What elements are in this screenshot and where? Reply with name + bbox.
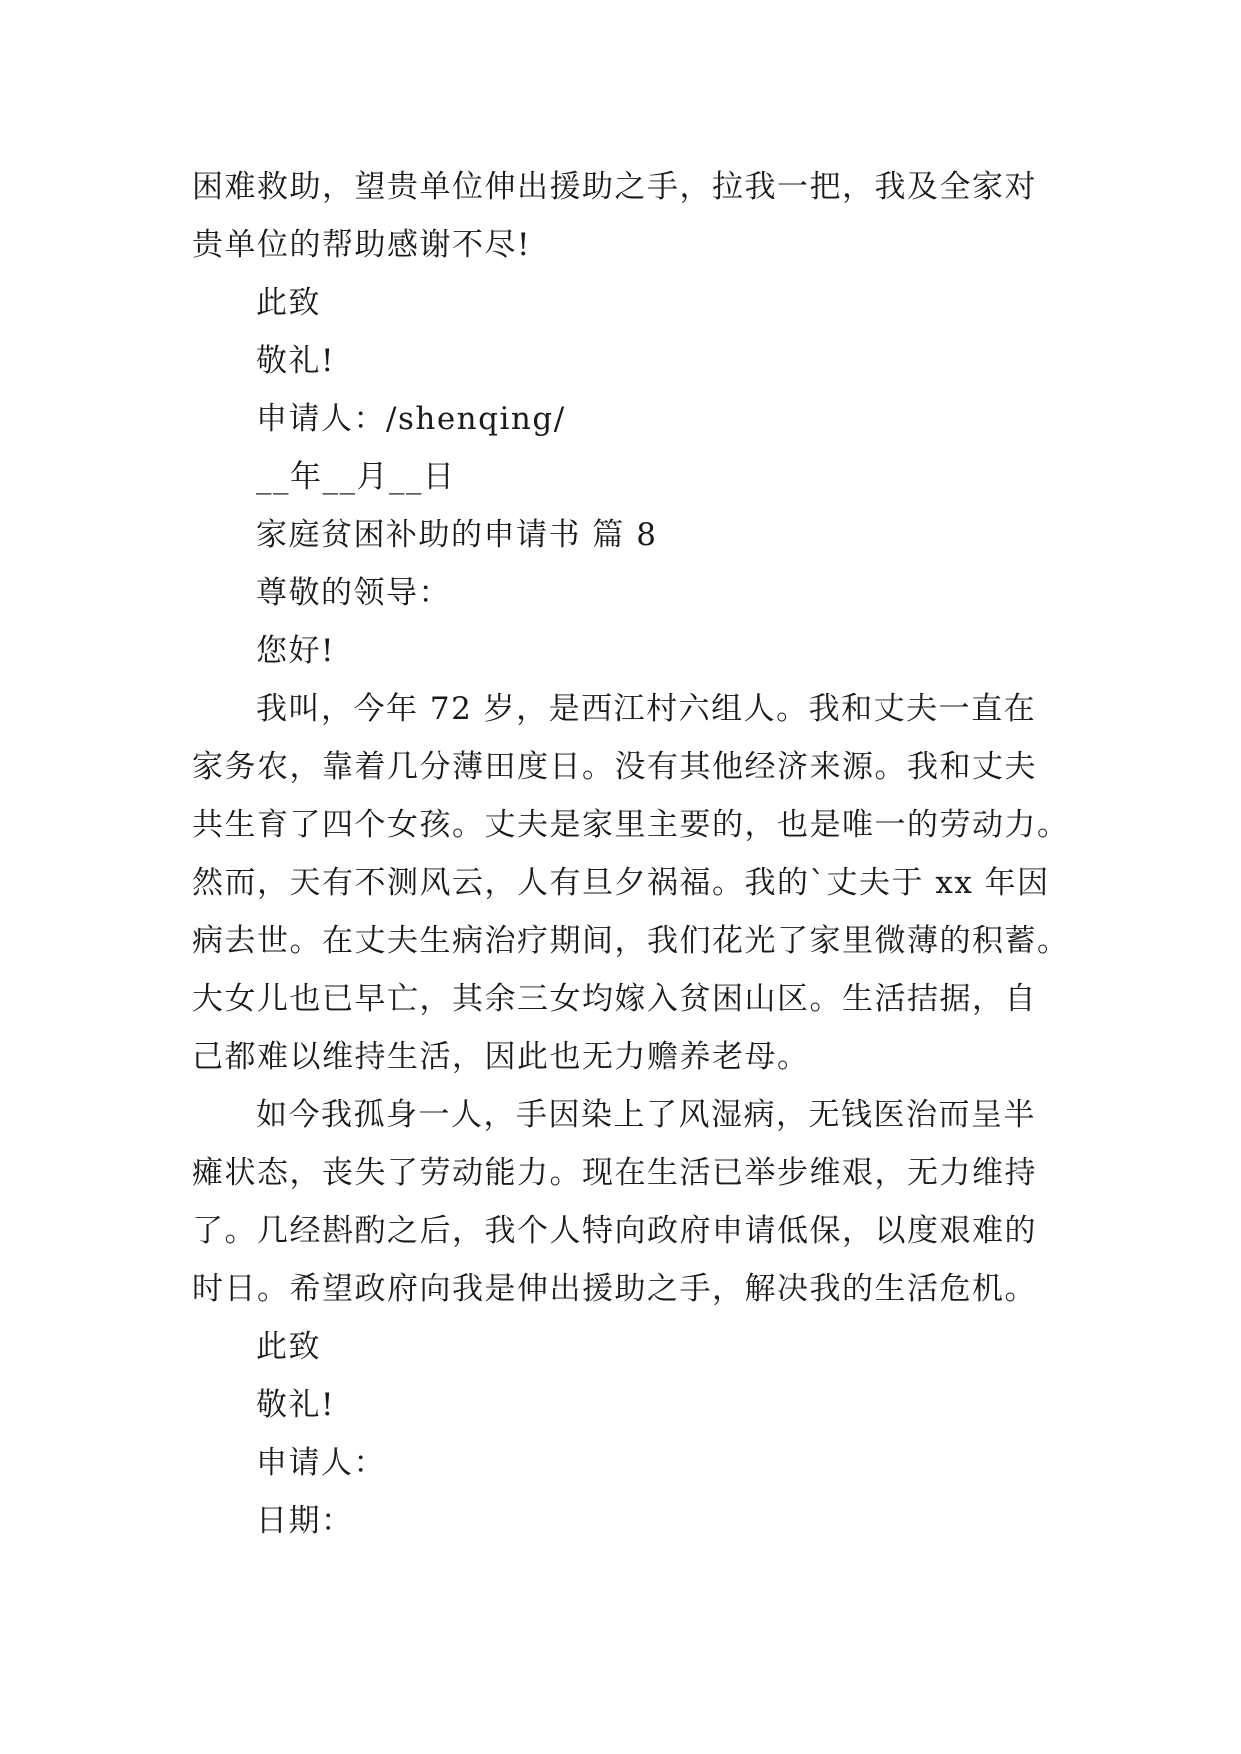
closing-salutation: 此致 [256, 285, 321, 321]
body-line: 己都难以维持生活，因此也无力赡养老母。 [192, 1039, 810, 1075]
section-title: 家庭贫困补助的申请书 篇 8 [256, 517, 658, 553]
body-line: 大女儿也已早亡，其余三女均嫁入贫困山区。生活拮据，自 [192, 981, 1037, 1017]
body-line: 瘫状态，丧失了劳动能力。现在生活已举步维艰，无力维持 [192, 1155, 1037, 1191]
body-line: 了。几经斟酌之后，我个人特向政府申请低保，以度艰难的 [192, 1213, 1037, 1249]
body-line: 时日。希望政府向我是伸出援助之手，解决我的生活危机。 [192, 1271, 1037, 1307]
greeting-addressee: 尊敬的领导： [256, 575, 451, 611]
body-line: 困难救助，望贵单位伸出援助之手，拉我一把，我及全家对 [192, 169, 1037, 205]
document-body [192, 158, 1070, 1550]
body-line: 我叫，今年 72 岁，是西江村六组人。我和丈夫一直在 [256, 691, 1037, 727]
body-line: 如今我孤身一人，手因染上了风湿病，无钱医治而呈半 [256, 1097, 1036, 1133]
body-line: 贵单位的帮助感谢不尽! [192, 227, 531, 263]
date-line: 日期： [256, 1503, 354, 1539]
applicant-line: 申请人：/shenqing/ [256, 401, 566, 437]
body-line: 家务农，靠着几分薄田度日。没有其他经济来源。我和丈夫 [192, 749, 1037, 785]
closing-regards: 敬礼! [256, 1387, 335, 1423]
applicant-line: 申请人： [256, 1445, 386, 1481]
body-line: 病去世。在丈夫生病治疗期间，我们花光了家里微薄的积蓄。 [192, 923, 1070, 959]
date-line: __年__月__日 [256, 459, 456, 495]
closing-salutation: 此致 [256, 1329, 321, 1365]
body-line: 然而，天有不测风云，人有旦夕祸福。我的`丈夫于 xx 年因 [192, 865, 1050, 901]
closing-regards: 敬礼! [256, 343, 335, 379]
greeting: 您好! [256, 633, 335, 669]
body-line: 共生育了四个女孩。丈夫是家里主要的，也是唯一的劳动力。 [192, 807, 1070, 843]
